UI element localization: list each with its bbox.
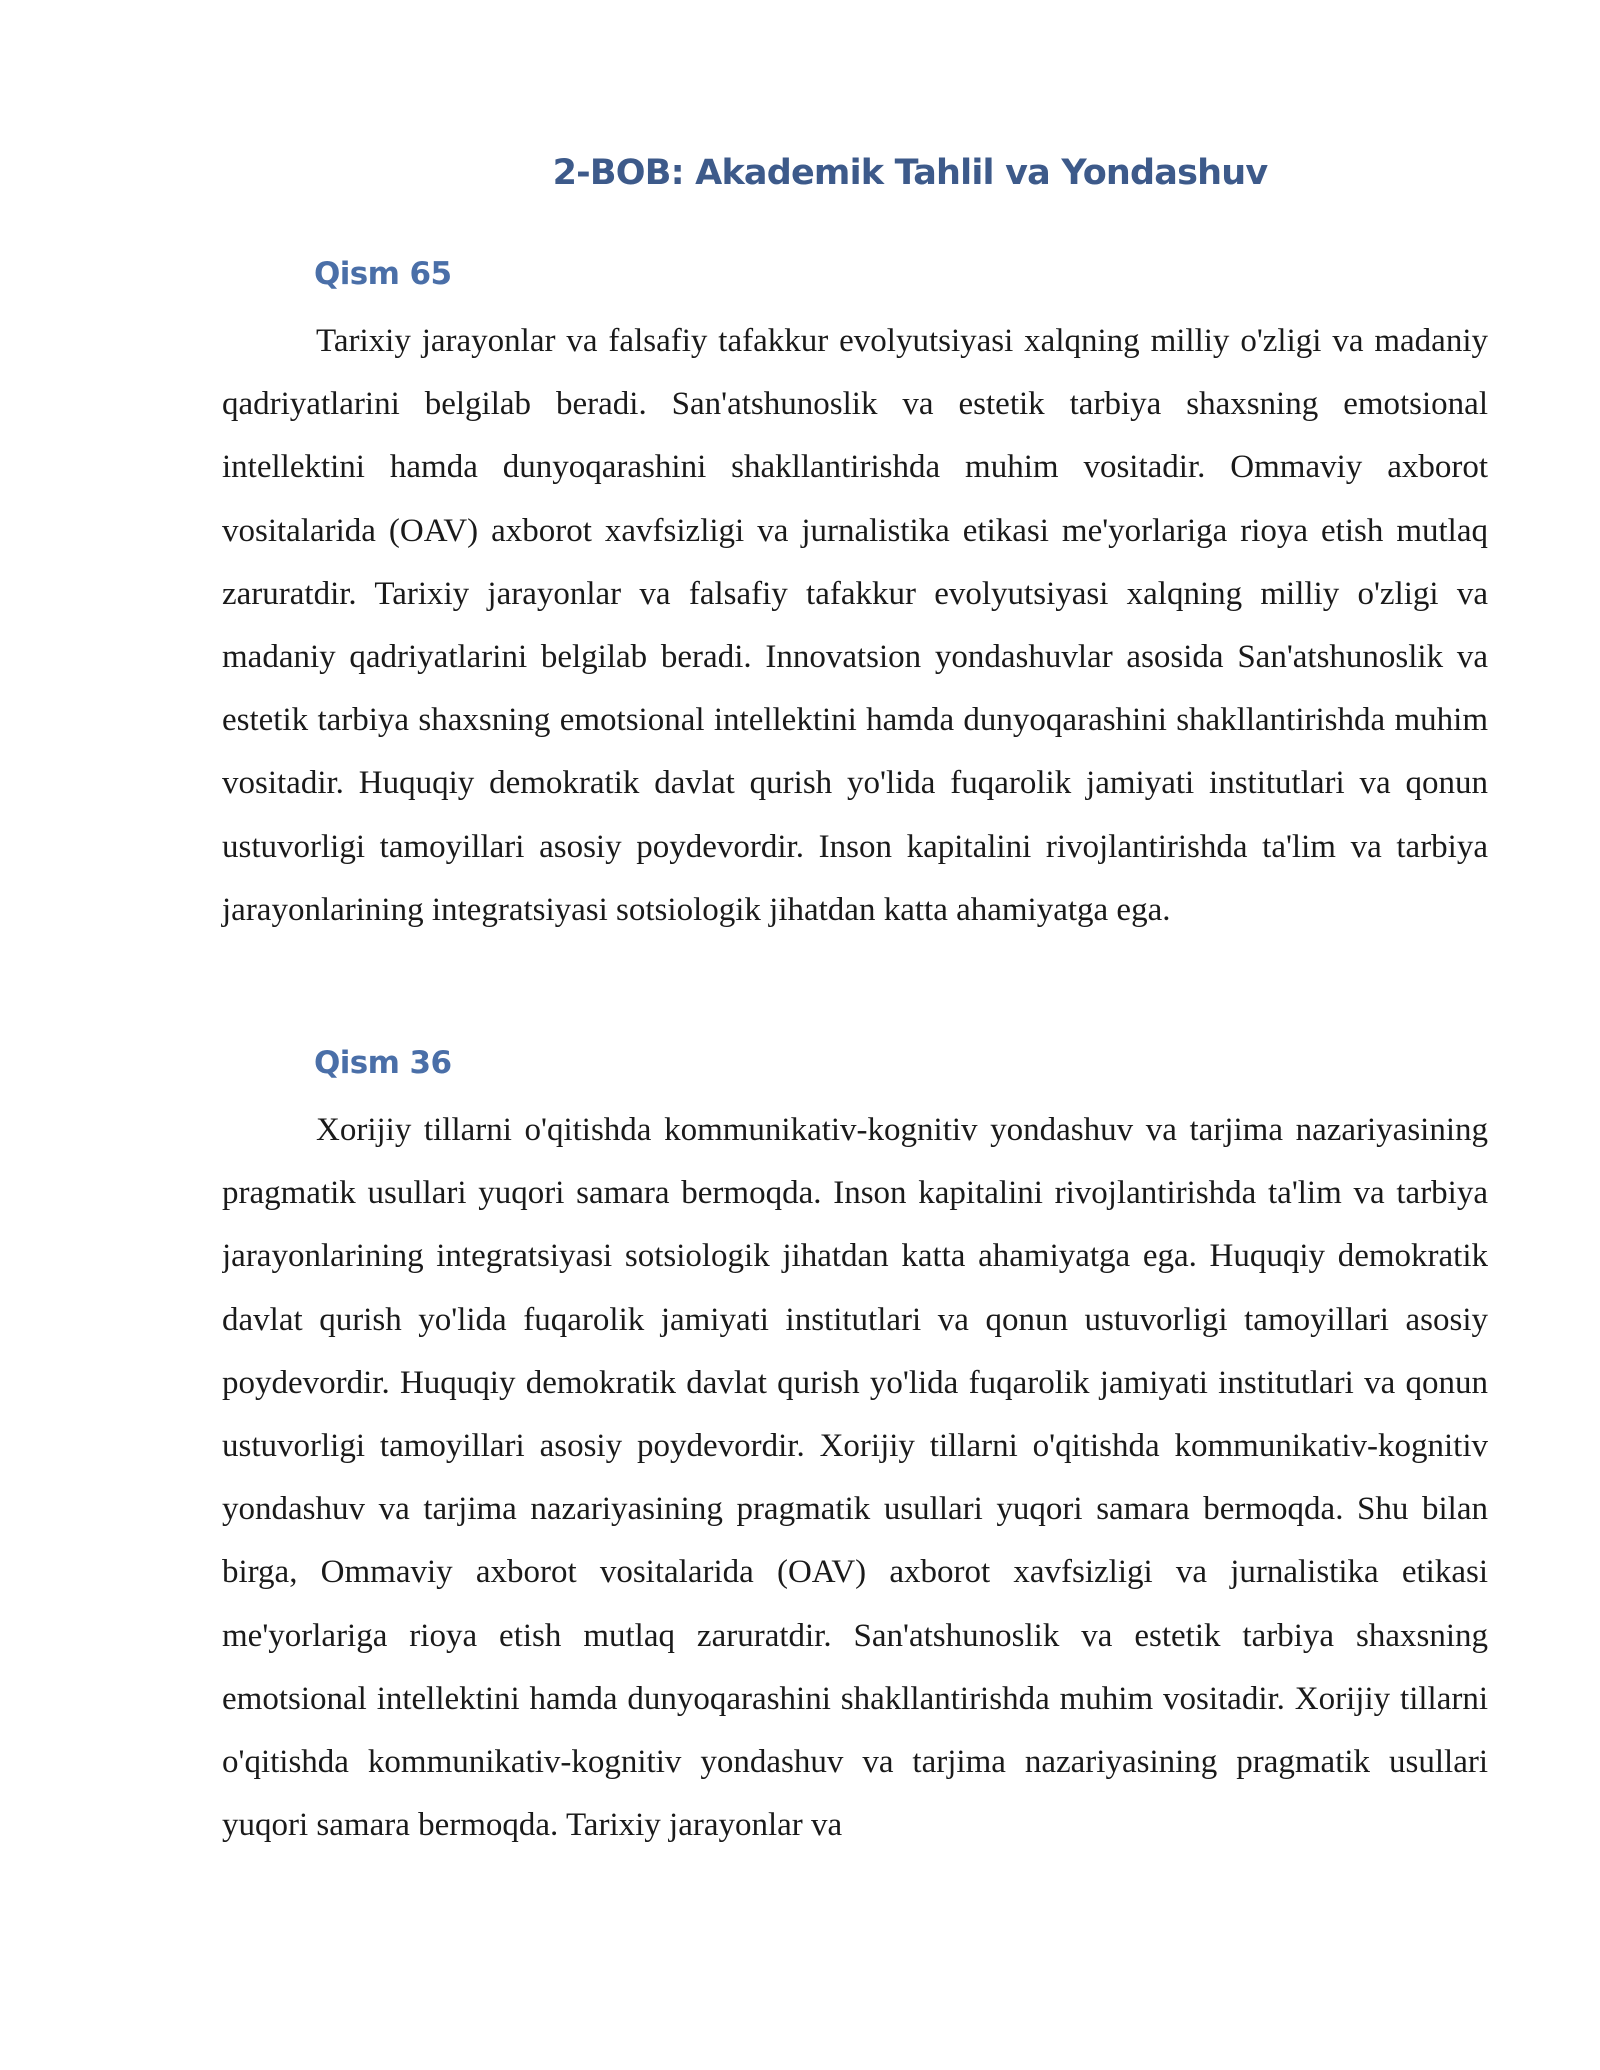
chapter-title: 2-BOB: Akademik Tahlil va Yondashuv xyxy=(552,153,1268,193)
section-heading-qism-65: Qism 65 xyxy=(314,256,452,292)
section-heading-qism-36: Qism 36 xyxy=(314,1045,452,1081)
section-paragraph-qism-65: Tarixiy jarayonlar va falsafiy tafakkur evolyutsiyasi xalqning milliy o'zligi va madaniy qadriyatlarini belgilab beradi. San'atshunoslik va estetik tarbiya shaxsning emotsional intellektini hamda dunyoqarashini shakllantirishda muhim vositadir. Ommaviy axborot vositalarida (OAV) axborot xavfsizligi va jurnalistika etikasi me'yorlariga rioya etish mutlaq zaruratdir. Tarixiy jarayonlar va falsafiy tafakkur evolyutsiyasi xalqning milliy o'zligi va madaniy qadriyatlarini belgilab beradi. Innovatsion yondashuvlar asosida San'atshunoslik va estetik tarbiya shaxsning emotsional intellektini hamda dunyoqarashini shakllantirishda muhim vositadir. Huquqiy demokratik davlat qurish yo'lida fuqarolik jamiyati institutlari va qonun ustuvorligi tamoyillari asosiy poydevordir. Inson kapitalini rivojlantirishda ta'lim va tarbiya jarayonlarining integratsiyasi sotsiologik jihatdan katta ahamiyatga ega. xyxy=(222,323,1488,928)
section-paragraph-qism-36: Xorijiy tillarni o'qitishda kommunikativ-kognitiv yondashuv va tarjima nazariyasining pragmatik usullari yuqori samara bermoqda. Inson kapitalini rivojlantirishda ta'lim va tarbiya jarayonlarining integratsiyasi sotsiologik jihatdan katta ahamiyatga ega. Huquqiy demokratik davlat qurish yo'lida fuqarolik jamiyati institutlari va qonun ustuvorligi tamoyillari asosiy poydevordir. Huquqiy demokratik davlat qurish yo'lida fuqarolik jamiyati institutlari va qonun ustuvorligi tamoyillari asosiy poydevordir. Xorijiy tillarni o'qitishda kommunikativ-kognitiv yondashuv va tarjima nazariyasining pragmatik usullari yuqori samara bermoqda. Shu bilan birga, Ommaviy axborot vositalarida (OAV) axborot xavfsizligi va jurnalistika etikasi me'yorlariga rioya etish mutlaq zaruratdir. San'atshunoslik va estetik tarbiya shaxsning emotsional intellektini hamda dunyoqarashini shakllantirishda muhim vositadir. Xorijiy tillarni o'qitishda kommunikativ-kognitiv yondashuv va tarjima nazariyasining pragmatik usullari yuqori samara bermoqda. Tarixiy jarayonlar va xyxy=(222,1112,1488,1844)
